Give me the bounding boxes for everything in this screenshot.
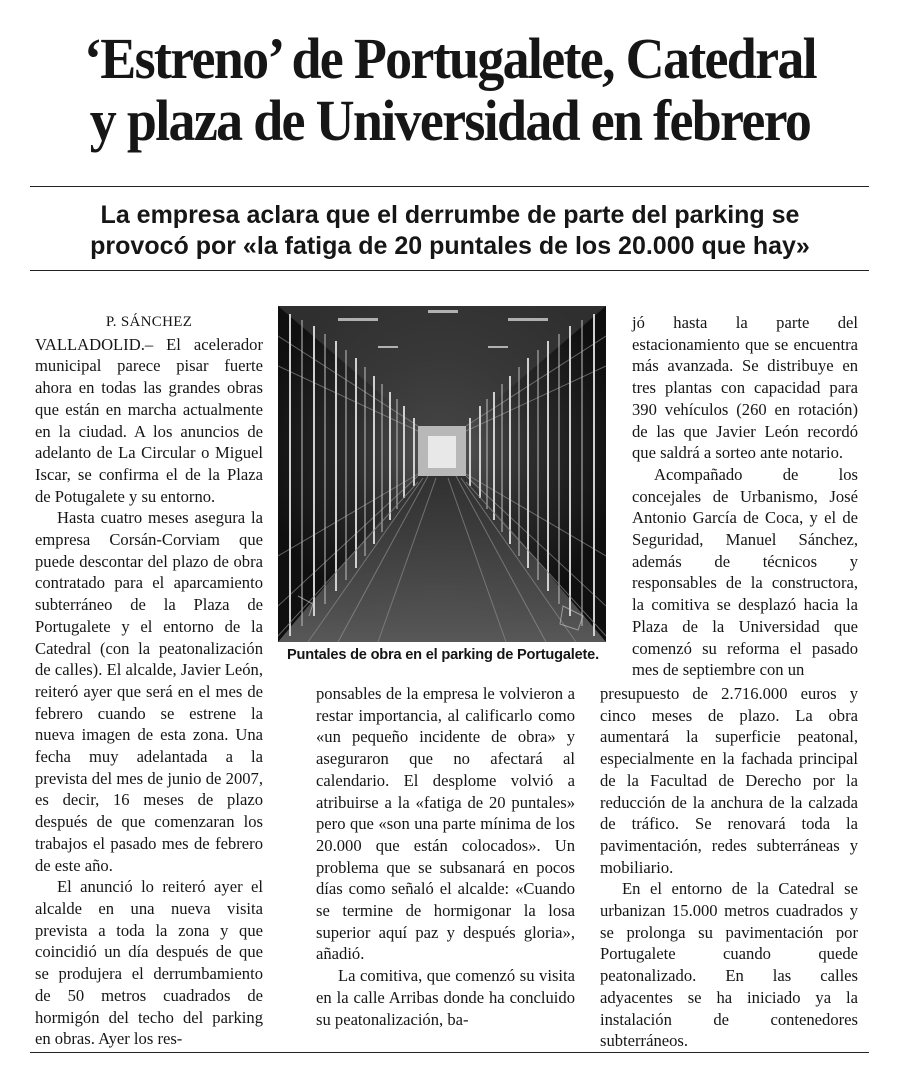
article-column-1 bbox=[35, 312, 263, 1050]
paragraph-3: El anunció lo reiteró ayer el alcalde en una nueva visita prevista a toda la zona y que coincidió un día después de que se produjera el derrumbamiento de 50 metros cuadrados de hormigón del techo del parking en obras. Ayer los res- bbox=[35, 877, 263, 1049]
subheadline-line-1: La empresa aclara que el derrumbe de parte del parking se bbox=[100, 201, 800, 229]
byline: P. SÁNCHEZ bbox=[105, 314, 193, 330]
paragraph-6: jó hasta la parte del estacionamiento que se encuentra más avanzada. Se distribuye en tres plantas con capacidad para 390 vehículos (260 en rotación) de las que Javier León recordó que saldrá a sorteo ante notario. bbox=[632, 313, 858, 463]
subheadline bbox=[30, 200, 870, 262]
paragraph-7-part-b: presupuesto de 2.716.000 euros y cinco meses de plazo. La obra aumentará la superficie peatonal, especialmente en la fachada principal de la Facultad de Derecho por la reducción de la anchura de la calzada de tráfico. Se renovará toda la pavimentación, redes subterráneas y mobiliario. bbox=[600, 684, 858, 877]
rule-middle bbox=[30, 270, 869, 271]
parking-shoring-illustration bbox=[278, 306, 606, 642]
paragraph-1: VALLADOLID.– El acelerador municipal parece pisar fuerte ahora en todas las grandes obras que están en marcha actualmente en la ciudad. A los anuncios de adelanto de La Circular o Miguel Iscar, se confirma el de la Plaza de Potugalete y su entorno. bbox=[35, 334, 263, 506]
rule-top bbox=[30, 186, 869, 187]
parking-photo bbox=[278, 306, 606, 642]
paragraph-7-part-a: Acompañado de los concejales de Urbanismo, José Antonio García de Coca, y el de Seguridad, Manuel Sánchez, además de técnicos y responsables de la constructora, la comitiva se desplazó hacia la Plaza de la Universidad que comenzó su reforma el pasado mes de septiembre con un bbox=[632, 464, 858, 680]
headline-line-1: ‘Estreno’ de Portugalete, Catedral bbox=[83, 26, 816, 91]
paragraph-4: ponsables de la empresa le volvieron a restar importancia, al calificarlo como «un pequeño incidente de obra» y aseguraron que no afectará al calendario. El desplome volvió a atribuirse a la «fatiga de 20 puntales» pero que «son una parte mínima de los 20.000 que están colocados». Un problema que se subsanará en pocos días como señaló el alcalde: «Cuando se termine de hormigonar la losa superior aquí paz y después gloria», añadió. bbox=[316, 684, 575, 964]
subheadline-line-2: provocó por «la fatiga de 20 puntales de los 20.000 que hay» bbox=[90, 232, 810, 260]
article-column-2 bbox=[316, 683, 575, 1030]
headline bbox=[50, 28, 850, 152]
headline-line-2: y plaza de Universidad en febrero bbox=[89, 88, 811, 153]
paragraph-8: En el entorno de la Catedral se urbanizan 15.000 metros cuadrados y se prolonga su pavimentación por Portugalete cuando quede peatonalizado. En las calles adyacentes se ha iniciado ya la instalación de contenedores subterráneos. bbox=[600, 879, 858, 1051]
paragraph-5: La comitiva, que comenzó su visita en la calle Arribas donde ha concluido su peatonalización, ba- bbox=[316, 966, 575, 1029]
article-column-3-top bbox=[632, 312, 858, 681]
rule-bottom bbox=[30, 1052, 869, 1053]
paragraph-2: Hasta cuatro meses asegura la empresa Corsán-Corviam que puede descontar del plazo de obra contratado para el aparcamiento subterráneo de la Plaza de Portugalete y el entorno de la Catedral (con la peatonalización de calles). El alcalde, Javier León, reiteró ayer que será en el mes de febrero cuando se estrene la nueva imagen de esta zona. Una fecha muy adelantada a la prevista del mes de junio de 2007, es decir, 16 meses de plazo después de que comenzaran los trabajos el pasado mes de febrero de este año. bbox=[35, 508, 263, 875]
photo-caption: Puntales de obra en el parking de Portugalete. bbox=[287, 647, 599, 663]
article-column-3-bottom bbox=[600, 683, 858, 1052]
